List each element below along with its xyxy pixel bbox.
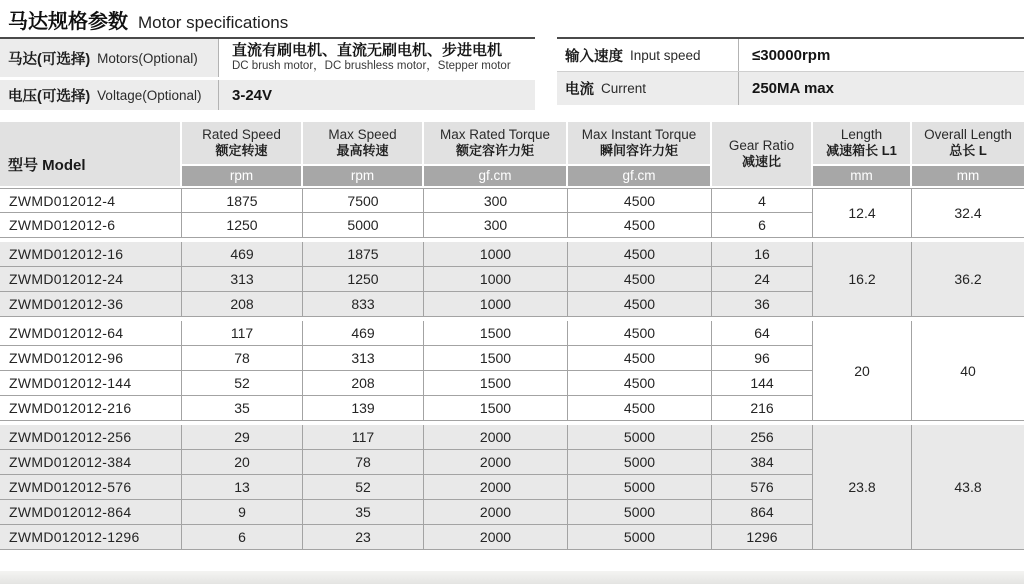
spec-table	[0, 122, 1024, 550]
col-header-rated-speed-zh: 额定转速	[215, 143, 268, 159]
electrical-limits-table	[557, 37, 1024, 105]
cell-max-speed: 117	[303, 425, 424, 450]
motors-optional-value-en: DC brush motor，DC brushless motor，Stepper motor	[232, 60, 511, 73]
cell-max-speed: 35	[303, 500, 424, 525]
table-row	[0, 80, 535, 110]
col-header-max-rated-torque-zh: 额定容许力矩	[455, 143, 534, 159]
cell-model: ZWMD012012-384	[0, 450, 182, 475]
table-row	[0, 425, 1024, 450]
cell-rated-speed: 6	[182, 525, 303, 550]
col-header-length-en: Length	[840, 126, 883, 142]
cell-max-rated-torque: 1500	[424, 346, 568, 371]
unit-overall-length: mm	[912, 164, 1024, 188]
col-header-length	[813, 122, 912, 164]
cell-max-rated-torque: 2000	[424, 525, 568, 550]
cell-max-instant-torque: 4500	[568, 188, 712, 213]
cell-max-speed: 1250	[303, 267, 424, 292]
cell-model: ZWMD012012-16	[0, 242, 182, 267]
cell-max-rated-torque: 2000	[424, 450, 568, 475]
current-label-zh: 电流	[565, 82, 594, 98]
cell-max-speed: 1875	[303, 242, 424, 267]
cell-max-instant-torque: 4500	[568, 292, 712, 317]
unit-rated-speed: rpm	[182, 164, 303, 188]
table-row	[0, 321, 1024, 346]
spec-group-2	[0, 242, 1024, 317]
input-speed-value	[738, 39, 1024, 71]
cell-rated-speed: 117	[182, 321, 303, 346]
cell-max-speed: 139	[303, 396, 424, 421]
spec-group-3	[0, 321, 1024, 421]
col-header-max-speed	[303, 122, 424, 164]
col-header-length-zh: 减速箱长 L1	[826, 143, 897, 159]
cell-max-instant-torque: 4500	[568, 213, 712, 238]
input-speed-label-zh: 输入速度	[565, 48, 623, 65]
cell-gear-ratio: 64	[712, 321, 813, 346]
cell-gear-ratio: 1296	[712, 525, 813, 550]
motors-optional-value	[218, 39, 535, 77]
cell-max-rated-torque: 2000	[424, 425, 568, 450]
cell-max-speed: 208	[303, 371, 424, 396]
table-row	[0, 39, 535, 77]
input-speed-label	[557, 39, 738, 71]
cell-max-rated-torque: 2000	[424, 500, 568, 525]
cell-rated-speed: 9	[182, 500, 303, 525]
cell-rated-speed: 469	[182, 242, 303, 267]
cell-max-instant-torque: 4500	[568, 396, 712, 421]
current-label	[557, 72, 738, 105]
spec-group-4	[0, 425, 1024, 550]
cell-max-instant-torque: 5000	[568, 425, 712, 450]
cell-gear-ratio: 576	[712, 475, 813, 500]
cell-max-instant-torque: 5000	[568, 475, 712, 500]
cell-gear-ratio: 256	[712, 425, 813, 450]
cell-max-speed: 833	[303, 292, 424, 317]
cell-model: ZWMD012012-864	[0, 500, 182, 525]
cell-max-instant-torque: 4500	[568, 371, 712, 396]
cell-gear-ratio: 36	[712, 292, 813, 317]
motor-options-table	[0, 37, 535, 110]
col-header-model	[0, 122, 182, 188]
table-row	[0, 188, 1024, 213]
cell-gear-ratio: 6	[712, 213, 813, 238]
col-header-model-text: 型号 Model	[8, 157, 86, 175]
col-header-overall-length	[912, 122, 1024, 164]
col-header-max-speed-en: Max Speed	[328, 126, 397, 142]
cell-max-instant-torque: 5000	[568, 450, 712, 475]
col-header-gear-ratio	[712, 122, 813, 188]
cell-max-rated-torque: 1000	[424, 242, 568, 267]
voltage-optional-label-en: Voltage(Optional)	[97, 87, 202, 103]
spec-table-header	[0, 122, 1024, 188]
col-header-rated-speed-en: Rated Speed	[202, 126, 281, 142]
col-header-max-instant-torque	[568, 122, 712, 164]
cell-max-speed: 23	[303, 525, 424, 550]
cell-rated-speed: 35	[182, 396, 303, 421]
cell-overall-length-merged: 36.2	[912, 242, 1024, 317]
col-header-overall-length-zh: 总长 L	[949, 143, 987, 159]
motors-optional-label-en: Motors(Optional)	[97, 50, 198, 66]
voltage-optional-value	[218, 80, 535, 110]
cell-model: ZWMD012012-4	[0, 188, 182, 213]
cell-model: ZWMD012012-96	[0, 346, 182, 371]
page-title-en: Motor specifications	[138, 13, 289, 32]
unit-max-rated-torque: gf.cm	[424, 164, 568, 188]
cell-max-speed: 5000	[303, 213, 424, 238]
cell-overall-length-merged: 40	[912, 321, 1024, 421]
cell-max-rated-torque: 300	[424, 188, 568, 213]
unit-max-speed: rpm	[303, 164, 424, 188]
spec-group-1	[0, 188, 1024, 238]
cell-model: ZWMD012012-1296	[0, 525, 182, 550]
cell-gear-ratio: 216	[712, 396, 813, 421]
col-header-overall-length-en: Overall Length	[924, 126, 1012, 142]
cell-max-rated-torque: 1500	[424, 396, 568, 421]
input-speed-label-en: Input speed	[630, 47, 701, 63]
cell-model: ZWMD012012-64	[0, 321, 182, 346]
cell-gear-ratio: 24	[712, 267, 813, 292]
unit-length: mm	[813, 164, 912, 188]
cell-model: ZWMD012012-576	[0, 475, 182, 500]
cell-max-speed: 469	[303, 321, 424, 346]
page-title-zh: 马达规格参数	[8, 11, 128, 33]
col-header-max-instant-torque-zh: 瞬间容许力矩	[599, 143, 678, 159]
table-row	[557, 72, 1024, 105]
voltage-optional-label-zh: 电压(可选择)	[8, 88, 91, 105]
cell-model: ZWMD012012-24	[0, 267, 182, 292]
cell-length-merged: 23.8	[813, 425, 912, 550]
input-speed-value-text: ≤30000rpm	[752, 46, 831, 64]
cell-rated-speed: 1875	[182, 188, 303, 213]
col-header-max-speed-zh: 最高转速	[336, 143, 389, 159]
cell-rated-speed: 13	[182, 475, 303, 500]
cell-max-rated-torque: 300	[424, 213, 568, 238]
spec-table-wrap	[0, 122, 1024, 550]
page-title	[8, 5, 288, 34]
motors-optional-label-zh: 马达(可选择)	[8, 51, 91, 68]
cell-max-rated-torque: 2000	[424, 475, 568, 500]
col-header-rated-speed	[182, 122, 303, 164]
cell-model: ZWMD012012-36	[0, 292, 182, 317]
cell-max-speed: 78	[303, 450, 424, 475]
col-header-max-rated-torque-en: Max Rated Torque	[439, 126, 551, 142]
cell-max-instant-torque: 5000	[568, 525, 712, 550]
cell-max-instant-torque: 5000	[568, 500, 712, 525]
cell-gear-ratio: 16	[712, 242, 813, 267]
cell-rated-speed: 208	[182, 292, 303, 317]
table-row	[557, 39, 1024, 72]
cell-max-speed: 52	[303, 475, 424, 500]
cell-gear-ratio: 384	[712, 450, 813, 475]
cell-model: ZWMD012012-144	[0, 371, 182, 396]
col-header-max-rated-torque	[424, 122, 568, 164]
cell-rated-speed: 313	[182, 267, 303, 292]
cell-rated-speed: 29	[182, 425, 303, 450]
cell-gear-ratio: 96	[712, 346, 813, 371]
cell-gear-ratio: 144	[712, 371, 813, 396]
header-row	[0, 122, 1024, 164]
cell-max-rated-torque: 1500	[424, 321, 568, 346]
cell-length-merged: 16.2	[813, 242, 912, 317]
next-section-edge	[0, 571, 1024, 584]
motors-optional-value-zh: 直流有刷电机、直流无刷电机、步进电机	[232, 42, 503, 60]
cell-length-merged: 20	[813, 321, 912, 421]
cell-model: ZWMD012012-6	[0, 213, 182, 238]
cell-model: ZWMD012012-256	[0, 425, 182, 450]
cell-max-rated-torque: 1500	[424, 371, 568, 396]
current-value-text: 250MA max	[752, 80, 834, 97]
cell-rated-speed: 78	[182, 346, 303, 371]
col-header-gear-ratio-en: Gear Ratio	[728, 137, 795, 153]
current-value	[738, 72, 1024, 105]
cell-model: ZWMD012012-216	[0, 396, 182, 421]
cell-rated-speed: 1250	[182, 213, 303, 238]
col-header-max-instant-torque-en: Max Instant Torque	[581, 126, 697, 142]
cell-overall-length-merged: 43.8	[912, 425, 1024, 550]
cell-max-speed: 313	[303, 346, 424, 371]
current-label-en: Current	[601, 81, 647, 96]
cell-rated-speed: 20	[182, 450, 303, 475]
unit-max-instant-torque: gf.cm	[568, 164, 712, 188]
motors-optional-label	[0, 39, 218, 77]
cell-max-instant-torque: 4500	[568, 321, 712, 346]
voltage-value-text: 3-24V	[232, 86, 273, 104]
cell-max-instant-torque: 4500	[568, 267, 712, 292]
voltage-optional-label	[0, 80, 218, 110]
table-row	[0, 242, 1024, 267]
col-header-gear-ratio-zh: 减速比	[741, 154, 781, 170]
cell-overall-length-merged: 32.4	[912, 188, 1024, 238]
cell-max-rated-torque: 1000	[424, 292, 568, 317]
cell-gear-ratio: 4	[712, 188, 813, 213]
cell-max-speed: 7500	[303, 188, 424, 213]
cell-length-merged: 12.4	[813, 188, 912, 238]
cell-gear-ratio: 864	[712, 500, 813, 525]
cell-rated-speed: 52	[182, 371, 303, 396]
cell-max-instant-torque: 4500	[568, 346, 712, 371]
cell-max-rated-torque: 1000	[424, 267, 568, 292]
cell-max-instant-torque: 4500	[568, 242, 712, 267]
